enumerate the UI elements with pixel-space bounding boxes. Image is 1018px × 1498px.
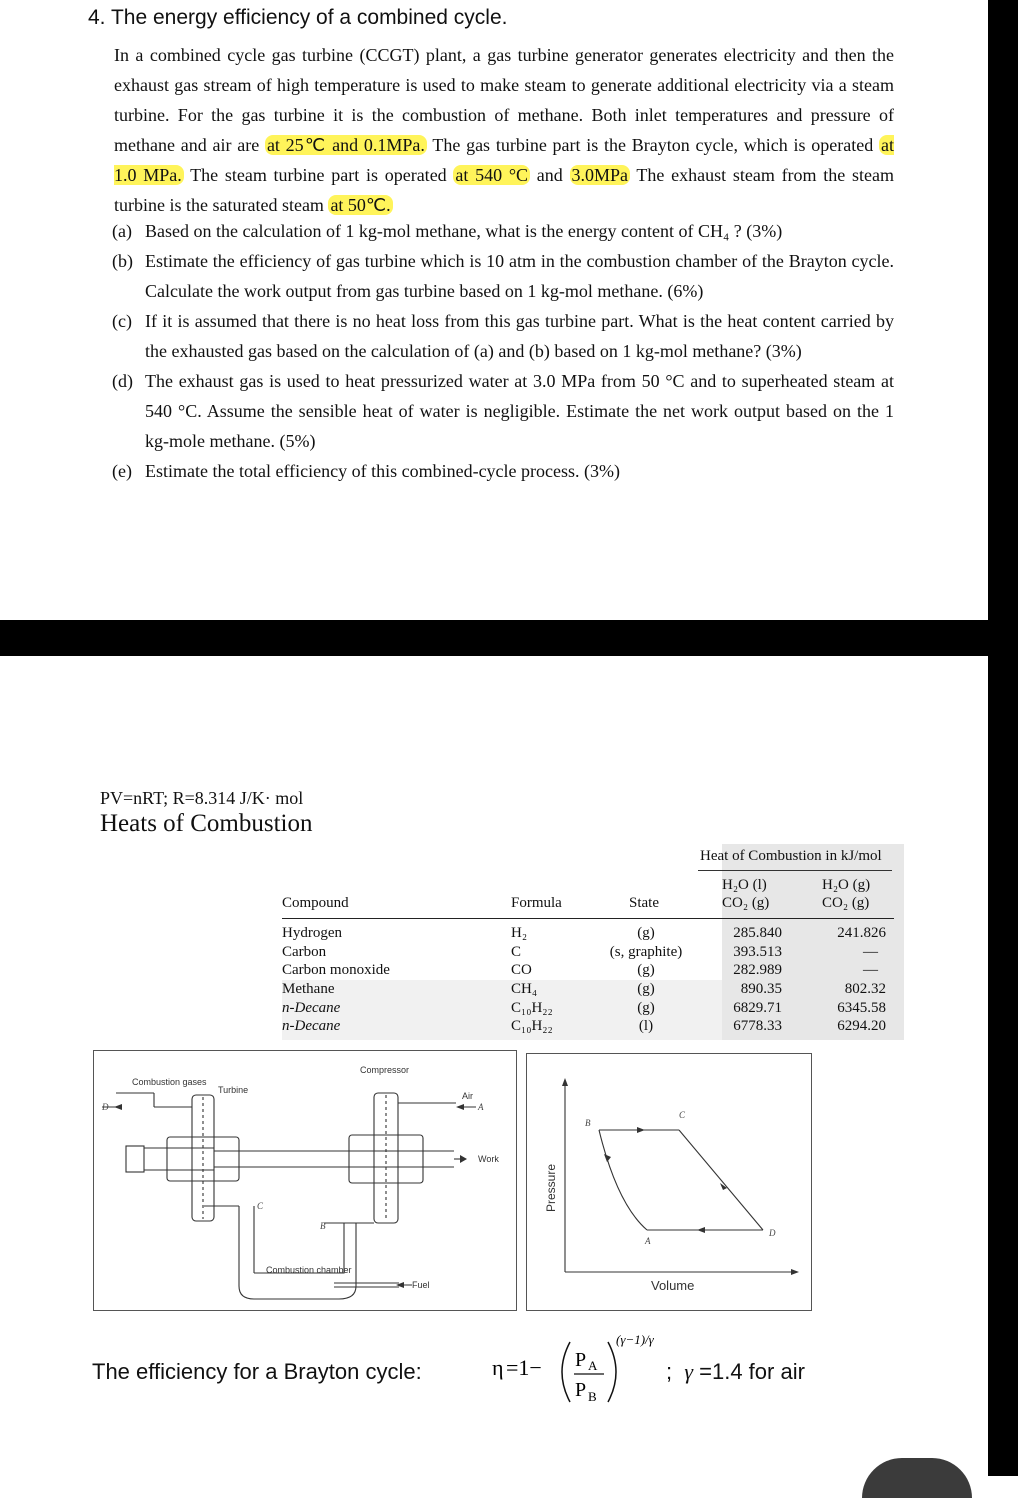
arrow-b-c: [637, 1127, 645, 1133]
highlight-brayton-pressure: at 1.0 MPa.: [114, 135, 894, 185]
heats-of-combustion-title: Heats of Combustion: [100, 810, 313, 837]
header-gas-co2: CO₂ (g): [822, 895, 870, 911]
table-cell: 6294.20: [837, 1018, 886, 1035]
numerator-p: P: [575, 1349, 587, 1371]
heat-of-combustion-header: Heat of Combustion in kJ/mol: [700, 848, 882, 864]
pv-point-a: A: [645, 1236, 651, 1246]
part-b: (b) Estimate the efficiency of gas turbine which is 10 atm in the combustion chamber of the Brayton cycle. Calculate the work output from gas turbine based on 1 kg-mol methane. (6%): [112, 251, 894, 301]
numerator-sub: A: [588, 1358, 598, 1373]
heats-table: [282, 844, 902, 1040]
table-cell: Methane: [282, 981, 335, 998]
air-label: Air: [462, 1091, 473, 1101]
air-arrow: [456, 1104, 464, 1110]
volume-axis-label: Volume: [651, 1278, 695, 1293]
table-header-rule: [282, 918, 894, 919]
table-cell: Carbon: [282, 943, 327, 960]
part-c: (c) If it is assumed that there is no heat loss from this gas turbine part. What is the heat content carried by the exhausted gas based on the calculation of (a) and (b) based on 1 kg-mol methane? (3%): [112, 311, 894, 361]
brayton-label: The efficiency for a Brayton cycle:: [92, 1359, 422, 1384]
question-title: 4. The energy efficiency of a combined cycle.: [88, 6, 508, 29]
work-arrow: [460, 1155, 467, 1163]
header-state: State: [629, 895, 659, 911]
combustion-chamber-label: Combustion chamber: [266, 1265, 352, 1275]
highlight-steam-pressure: 3.0MPa: [571, 165, 629, 185]
liquid-value-column: [702, 924, 782, 1036]
table-cell: (g): [637, 925, 655, 941]
part-e: (e) Estimate the total efficiency of this combined-cycle process. (3%): [112, 461, 620, 481]
brayton-formula: [492, 1328, 672, 1408]
path-a-b: [599, 1130, 647, 1230]
scroll-handle[interactable]: [862, 1458, 972, 1498]
pv-point-b: B: [585, 1118, 591, 1128]
table-cell: 282.989: [733, 962, 782, 979]
table-cell: (g): [637, 999, 655, 1016]
table-cell: n-Decane: [282, 999, 341, 1016]
gas-turbine-diagram: [93, 1050, 517, 1311]
header-gas-water: H₂O (g): [822, 877, 871, 893]
table-cell: C: [511, 943, 522, 960]
denominator-sub: B: [588, 1389, 597, 1404]
brayton-formula-svg: [492, 1328, 672, 1408]
gas-law-equation: PV=nRT; R=8.314 J/K· mol: [100, 788, 304, 808]
table-cell: Carbon monoxide: [282, 962, 390, 979]
gas-turbine-schematic: [94, 1051, 516, 1310]
table-cell: CH₄: [511, 981, 538, 998]
highlight-steam-temperature: at 540 °C: [455, 165, 529, 185]
pressure-axis-arrow: [562, 1078, 568, 1086]
table-cell: Hydrogen: [282, 925, 342, 941]
right-edge-strip: [988, 0, 1018, 1476]
table-cell: —: [863, 962, 878, 979]
state-column: [592, 924, 700, 1036]
highlight-inlet-conditions: at 25℃ and 0.1MPa.: [266, 135, 425, 155]
table-cell: —: [863, 943, 878, 960]
left-paren: [562, 1342, 570, 1402]
point-b-label: B: [320, 1221, 326, 1231]
compressor-label: Compressor: [360, 1065, 410, 1075]
table-cell: C₁₀H₂₂: [511, 999, 553, 1016]
table-cell: 393.513: [733, 943, 782, 960]
table-cell: 6778.33: [733, 1018, 782, 1035]
table-cell: C₁₀H₂₂: [511, 1018, 553, 1035]
table-cell: 6345.58: [837, 999, 886, 1016]
part-a: (a) Based on the calculation of 1 kg-mol methane, what is the energy content of CH₄ ? (3%): [112, 221, 783, 241]
header-liquid-water: H₂O (l): [722, 877, 767, 893]
path-c-d: [679, 1130, 763, 1230]
volume-axis-arrow: [791, 1269, 799, 1275]
pressure-axis-label: Pressure: [544, 1163, 558, 1212]
pv-diagram: [526, 1053, 812, 1311]
table-cell: 890.35: [740, 981, 782, 998]
eta-symbol: η: [492, 1355, 504, 1380]
table-cell: n-Decane: [282, 1018, 341, 1035]
formula-one-minus: =1−: [506, 1355, 542, 1380]
header-liquid-co2: CO₂ (g): [722, 895, 770, 911]
exponent: (γ−1)/γ: [616, 1332, 654, 1347]
point-a-label: A: [478, 1102, 484, 1112]
question-parts: [112, 216, 894, 486]
header-compound: Compound: [282, 895, 349, 911]
turbine-label: Turbine: [218, 1085, 249, 1095]
table-cell: (s, graphite): [609, 943, 683, 960]
denominator-p: P: [575, 1379, 587, 1401]
table-cell: H₂: [511, 925, 528, 941]
table-cell: (g): [637, 962, 655, 979]
part-d: (d) The exhaust gas is used to heat pressurized water at 3.0 MPa from 50 °C and to superheated steam at 540 °C. Assume the sensible heat of water is negligible. Estimate the net work output based on the 1 kg-mole methane. (5%): [112, 371, 894, 451]
work-label: Work: [478, 1154, 499, 1164]
point-c-label: C: [257, 1201, 264, 1211]
formula-column: [511, 924, 553, 1036]
header-rule: [698, 870, 892, 871]
table-cell: 241.826: [837, 925, 886, 941]
combustion-gases-label: Combustion gases: [132, 1077, 207, 1087]
header-formula: Formula: [511, 895, 562, 911]
pv-diagram-plot: [527, 1054, 811, 1310]
table-cell: (l): [638, 1018, 654, 1035]
gamma-note: ; γ =1.4 for air: [666, 1359, 805, 1384]
table-cell: (g): [637, 981, 655, 998]
table-cell: 802.32: [844, 981, 886, 998]
table-cell: CO: [511, 962, 532, 979]
question-intro: In a combined cycle gas turbine (CCGT) plant, a gas turbine generator generates electricity and then the exhaust gas stream of high temperature is used to make steam to generate additional electricity via a steam turbine. For the gas turbine it is the combustion of methane. Both inlet temperatures and pressure of methane and air are at 25℃ and 0.1MPa. The gas turbine part is the Brayton cycle, which is operated at 1.0 MPa. The steam turbine part is operated at 540 °C and 3.0MPa The exhaust steam from the steam turbine is the saturated steam at 50℃.: [114, 45, 894, 215]
point-d-label: D: [102, 1102, 109, 1112]
highlight-exhaust-temperature: at 50℃.: [330, 195, 391, 215]
compound-column: [282, 924, 390, 1036]
gas-value-column: [802, 924, 886, 1036]
table-cell: 6829.71: [733, 999, 782, 1016]
generator-shape: [126, 1146, 144, 1172]
pv-point-c: C: [679, 1110, 686, 1120]
arrow-d-a: [697, 1227, 705, 1233]
table-cell: 285.840: [733, 925, 782, 941]
arrow-a-b: [604, 1154, 611, 1162]
pv-point-d: D: [769, 1228, 776, 1238]
right-paren: [608, 1342, 616, 1402]
fuel-label: Fuel: [412, 1280, 430, 1290]
separator-band: [0, 620, 1018, 656]
